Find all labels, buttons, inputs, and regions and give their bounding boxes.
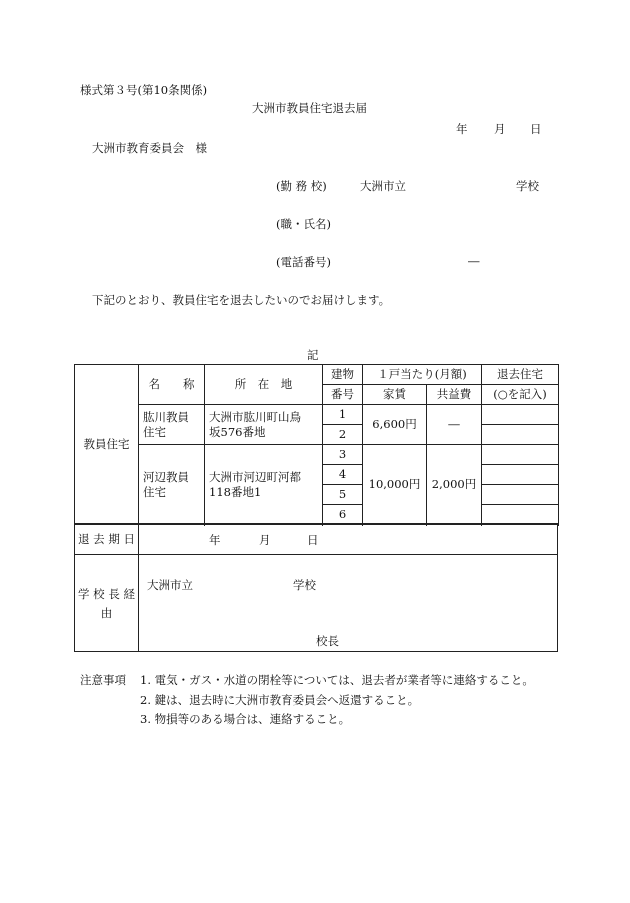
note-item: 3. 物損等のある場合は、連絡すること。 [140,712,351,726]
header-vacate-2: (○を記入) [482,385,559,405]
building-number: 3 [323,445,363,465]
vacate-cell[interactable] [482,445,559,465]
section-label-housing: 教員住宅 [75,365,139,525]
housing-name-line: 住宅 [143,484,166,499]
rent-hijikawa: 6,600円 [363,405,427,445]
building-number: 6 [323,505,363,525]
principal-label-cell [75,555,139,651]
address-line: 坂576番地 [209,424,266,439]
ki-label: 記 [307,348,319,362]
housing-address-hijikawa [205,405,323,445]
vacate-cell[interactable] [482,465,559,485]
school-city: 大洲市立 [360,179,406,193]
form-number: 様式第３号(第10条関係) [80,83,208,97]
address-line: 大洲市肱川町山鳥 [209,409,301,424]
housing-name-hijikawa [139,405,205,445]
principal-school-city: 大洲市立 [147,578,193,592]
phone-dash: ― [468,254,480,268]
building-number: 2 [323,425,363,445]
header-common-fee: 共益費 [427,385,482,405]
address-line: 118番地1 [209,484,262,499]
vacate-cell[interactable] [482,505,559,525]
date-day: 日 [530,122,542,136]
name-label: (職・氏名) [276,217,331,231]
housing-address-kawabe [205,445,323,525]
school-label: (勤 務 校) [276,179,327,193]
notes-label: 注意事項 [80,673,126,687]
building-number: 4 [323,465,363,485]
vacate-month: 月 [259,533,271,547]
housing-name-line: 河辺教員 [143,469,189,484]
building-number: 1 [323,405,363,425]
housing-name-line: 肱川教員 [143,409,189,424]
header-rent-group: １戸当たり(月額) [363,365,482,385]
vacate-year: 年 [209,533,221,547]
vacate-cell[interactable] [482,425,559,445]
header-building-2: 番号 [323,385,363,405]
intro-text: 下記のとおり、教員住宅を退去したいのでお届けします。 [92,293,391,307]
address-line: 大洲市河辺町河都 [209,469,301,484]
common-fee-kawabe: 2,000円 [427,445,482,525]
rent-kawabe: 10,000円 [363,445,427,525]
housing-name-kawabe [139,445,205,525]
principal-label-line: 学 校 長 経 [78,587,135,601]
vacate-date-row [74,523,558,555]
principal-title: 校長 [316,634,339,648]
note-item: 1. 電気・ガス・水道の閉栓等については、退去者が業者等に連絡すること。 [140,673,534,687]
phone-label: (電話番号) [276,255,331,269]
date-year: 年 [456,122,468,136]
building-number: 5 [323,485,363,505]
principal-row [74,554,558,652]
housing-table [74,364,559,525]
principal-school-suffix: 学校 [293,578,316,592]
document-title: 大洲市教員住宅退去届 [252,101,367,115]
housing-name-line: 住宅 [143,424,166,439]
note-item: 2. 鍵は、退去時に大洲市教育委員会へ返還すること。 [140,693,420,707]
header-building-1: 建物 [323,365,363,385]
common-fee-hijikawa: ― [427,405,482,445]
vacate-day: 日 [307,533,319,547]
header-vacate-1: 退去住宅 [482,365,559,385]
header-location: 所 在 地 [205,365,323,405]
vacate-cell[interactable] [482,405,559,425]
principal-label-line: 由 [100,606,113,620]
header-name: 名 称 [139,365,205,405]
header-rent: 家賃 [363,385,427,405]
school-suffix: 学校 [516,179,539,193]
vacate-cell[interactable] [482,485,559,505]
addressee: 大洲市教育委員会 様 [92,141,207,155]
date-month: 月 [494,122,506,136]
vacate-date-label: 退 去 期 日 [75,524,139,554]
